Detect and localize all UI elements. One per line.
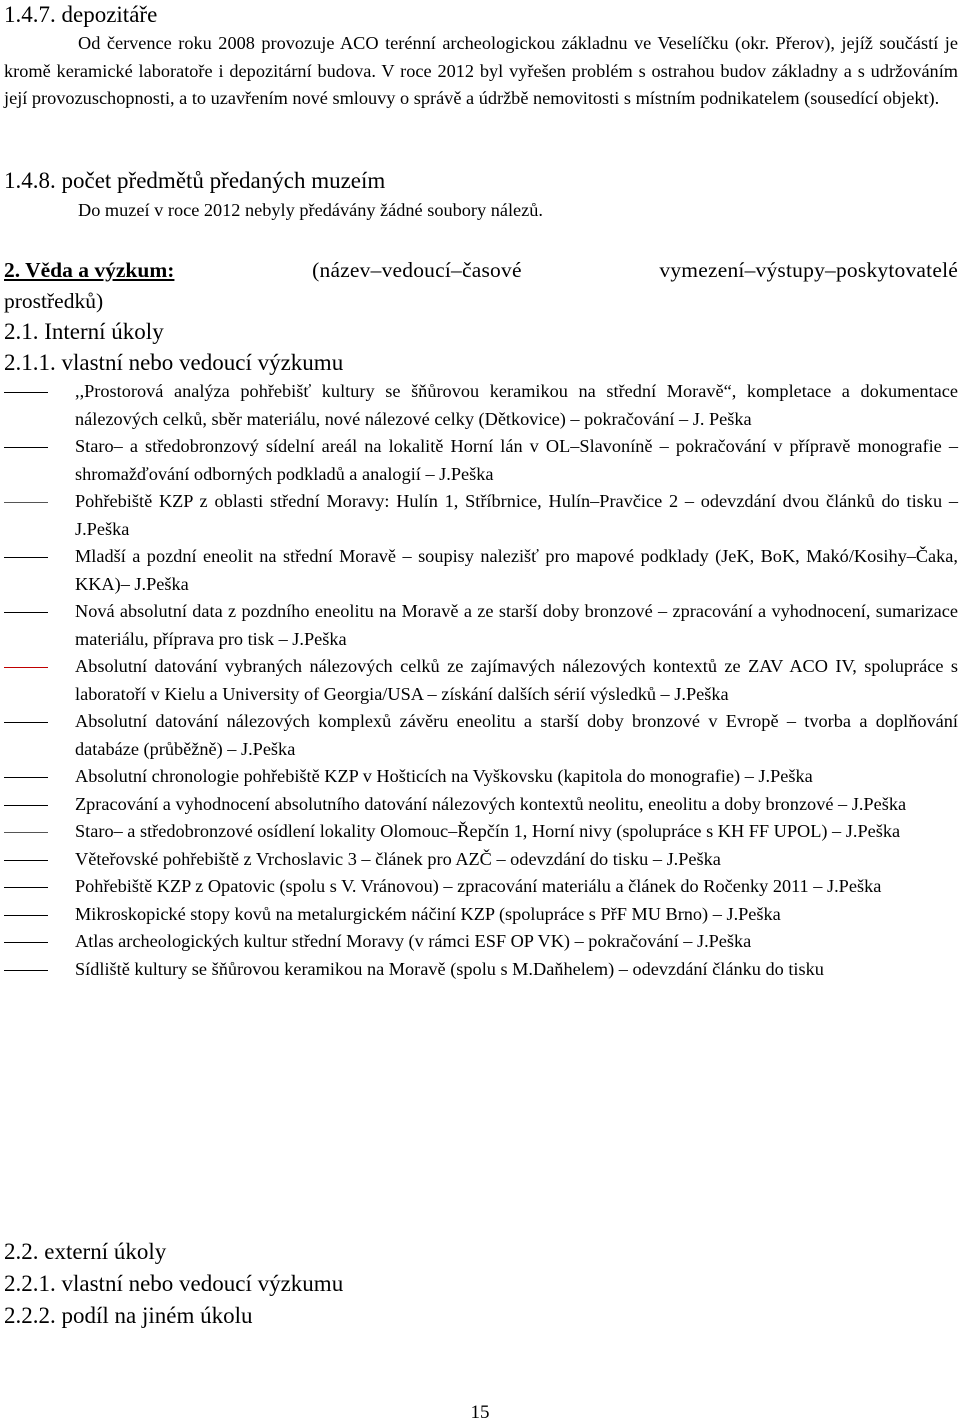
heading-2-word: vymezení–výstupy–poskytovatelé [659, 258, 958, 282]
list-dash [4, 667, 48, 668]
list-item-person: J.Peška [726, 903, 781, 924]
paragraph-148: Do muzeí v roce 2012 nebyly předávány žádné soubory nálezů. [78, 200, 543, 220]
list-item-text: Sídliště kultury se šňůrovou keramikou na Moravě (spolu s M.Daňhelem) – odevzdání článku do tisku [75, 958, 824, 979]
list-dash [4, 777, 48, 778]
list-item-person: J.Peška [240, 738, 296, 759]
list-dash [4, 447, 48, 448]
list-item [0, 433, 958, 488]
heading-22: 2.2. externí úkoly [4, 1239, 167, 1264]
heading-211: 2.1.1. vlastní nebo vedoucí výzkumu [4, 350, 344, 375]
heading-147: 1.4.7. depozitáře [4, 2, 158, 27]
list-item-person: J.Peška [851, 793, 907, 814]
list-item-text: Věteřovské pohřebiště z Vrchoslavic 3 – článek pro AZČ – odevzdání do tisku – [75, 848, 662, 869]
heading-2-line2: prostředků) [4, 289, 104, 313]
heading-2-word: (název–vedoucí–časové [312, 258, 522, 282]
list-item [0, 846, 958, 874]
list-item-text: Zpracování a vyhodnocení absolutního datování nálezových kontextů neolitu, eneolitu a doby bronzové – [75, 793, 848, 814]
list-dash [4, 942, 48, 943]
list-item [0, 901, 958, 929]
list-item-person: J.Peška [75, 518, 130, 539]
list-item [0, 956, 958, 984]
list-item-person: J.Peška [758, 766, 813, 786]
task-list [0, 378, 960, 983]
list-item [0, 378, 958, 433]
list-item-person: J. Peška [692, 408, 752, 429]
list-dash [4, 887, 48, 888]
list-item [0, 488, 958, 543]
list-dash [4, 805, 48, 806]
list-item-text: ,,Prostorová analýza pohřebišť kultury se šňůrovou keramikou na střední Moravě“, kompletace a dokumentace nálezových celků, sběr materiálu, nové nálezové celky (Dětkovice) – pokračování – [75, 381, 958, 429]
list-item [0, 928, 958, 956]
list-dash [4, 970, 48, 971]
list-item [0, 708, 958, 763]
list-item-text: Absolutní chronologie pohřebiště KZP v Hošticích na Vyškovsku (kapitola do monografie) – [75, 766, 754, 786]
heading-222: 2.2.2. podíl na jiném úkolu [4, 1303, 253, 1328]
list-item [0, 791, 958, 819]
list-dash [4, 612, 48, 613]
list-item-text: Pohřebiště KZP z oblasti střední Moravy: Hulín 1, Stříbrnice, Hulín–Pravčice 2 – odevzdání dvou článků do tisku – [75, 491, 958, 511]
list-item [0, 598, 958, 653]
list-item-text: Atlas archeologických kultur střední Moravy (v rámci ESF OP VK) – pokračování – [75, 931, 693, 951]
page-number: 15 [470, 1402, 490, 1423]
list-item [0, 653, 958, 708]
heading-221: 2.2.1. vlastní nebo vedoucí výzkumu [4, 1271, 344, 1296]
list-dash [4, 392, 48, 393]
list-item [0, 763, 958, 791]
heading-2-title: 2. Věda a výzkum: [4, 258, 175, 282]
list-dash [4, 860, 48, 861]
list-item-text: Staro– a středobronzové osídlení lokality Olomouc–Řepčín 1, Horní nivy (spolupráce s KH FF UPOL) – [75, 821, 842, 841]
list-item-text: Pohřebiště KZP z Opatovic (spolu s V. Vránovou) – zpracování materiálu a článek do Ročenky 2011 – [75, 876, 823, 896]
list-item-text: Nová absolutní data z pozdního eneolitu na Moravě a ze starší doby bronzové – zpracování a vyhodnocení, sumarizace materiálu, příprava pro tisk – [75, 601, 958, 649]
list-dash [4, 832, 48, 833]
list-item-person: J.Peška [439, 463, 494, 484]
heading-148: 1.4.8. počet předmětů předaných muzeím [4, 168, 386, 193]
list-item-text: Absolutní datování vybraných nálezových celků ze zajímavých nálezových kontextů ze ZAV ACO IV, spolupráce s laboratoří v Kielu a University of Georgia/USA – získání dalších sérií výsledků – [75, 656, 958, 704]
heading-21: 2.1. Interní úkoly [4, 319, 164, 344]
list-item-text: Mladší a pozdní eneolit na střední Moravě – soupisy nalezišť pro mapové podklady (JeK, BoK, Makó/Kosihy–Čaka, KKA)– [75, 546, 958, 594]
heading-2 [4, 255, 958, 285]
list-dash [4, 502, 48, 503]
list-item-person: J.Peška [292, 628, 347, 649]
list-item-text: Mikroskopické stopy kovů na metalurgickém náčiní KZP (spolupráce s PřF MU Brno) – [75, 903, 722, 924]
list-item-person: J.Peška [674, 683, 729, 704]
paragraph-147: Od července roku 2008 provozuje ACO terénní archeologickou základnu ve Veselíčku (okr. Přerov), jejíž součástí je kromě keramické laboratoře i depozitární budova. V roce 2012 byl vyřešen problém s ostrahou budov základny a s udržováním její provozuschopnosti, a to uzavřením nové smlouvy o správě a údržbě nemovitosti s místním podnikatelem (sousedící objekt). [4, 33, 958, 108]
list-item-text: Staro– a středobronzový sídelní areál na lokalitě Horní lán v OL–Slavoníně – pokračování v přípravě monografie – shromažďování odborných podkladů a analogií – [75, 436, 958, 484]
list-item-person: J.Peška [827, 876, 882, 896]
list-item [0, 543, 958, 598]
list-dash [4, 915, 48, 916]
list-item [0, 818, 958, 846]
list-dash [4, 722, 48, 723]
list-item [0, 873, 958, 901]
list-item-text: Absolutní datování nálezových komplexů závěru eneolitu a starší doby bronzové v Evropě – tvorba a doplňování databáze (průběžně) – [75, 711, 958, 759]
list-item-person: J.Peška [666, 848, 721, 869]
list-dash [4, 557, 48, 558]
list-item-person: J.Peška [134, 573, 189, 594]
list-item-person: J.Peška [696, 931, 752, 951]
list-item-person: J.Peška [845, 821, 901, 841]
